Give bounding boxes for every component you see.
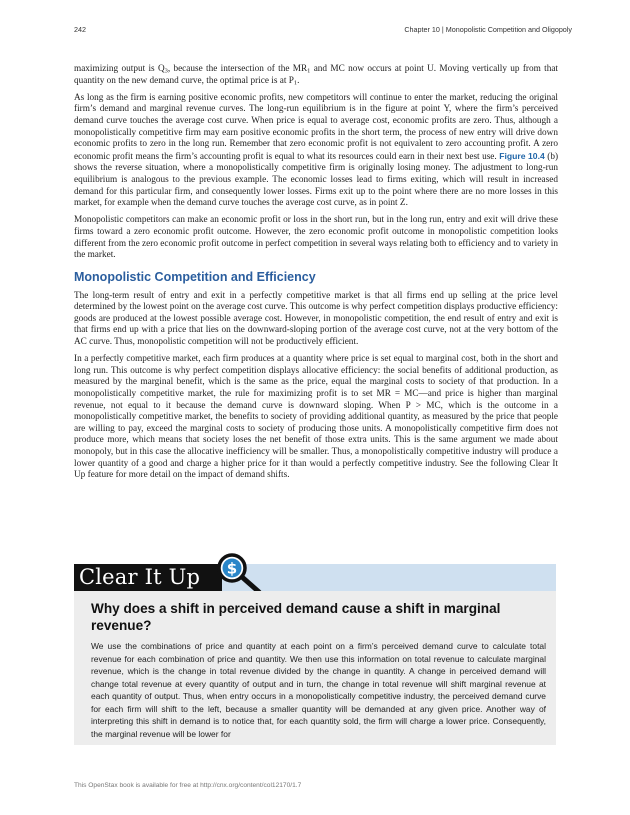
p2-text-before: As long as the firm is earning positive economic profits, new competitors will continue to enter the market, reducing the original firm’s demand and marginal revenue curves. The long-run equilibrium is in the figure at point Y, where the firm’s perceived demand curve touches the average cost curve. When price is equal to average cost, economic profits are zero. Thus, although a monopolistically competitive firm may earn positive economic profits in the short term, the process of new entry will drive down economic profits to zero in the long run. Remember that zero economic profit is not equivalent to zero accounting profit. A zero economic profit means the firm’s accounting profit is equal to what its resources could earn in their next best use.	[74, 92, 558, 162]
p2-text-after: (b) shows the reverse situation, where a monopolistically competitive firm is originally losing money. The adjustment to long-run equilibrium is analogous to the previous example. The economic losses lead to firms exiting, which will result in increased demand for this particular firm, and consequently lower losses. Firms exit up to the point where there are no more losses in this market, for example when the demand curve touches the average cost curve, as in point Z.	[74, 151, 559, 209]
clear-it-up-box	[74, 591, 556, 745]
p1-sub-b: 1	[307, 67, 311, 75]
p1-sub-a: 3	[164, 67, 168, 75]
paragraph-productive-efficiency: The long-term result of entry and exit in a perfectly competitive market is that all firms end up selling at the price level determined by the lowest point on the average cost curve. This outcome is why perfect competition displays productive efficiency: goods are produced at the lowest possible average cost. However, in monopolistic competition, the end result of entry and exit is that firms end up with a price that lies on the downward-sloping portion of the average cost curve, not at the very bottom of the AC curve. Thus, monopolistic competition will not be productively efficient.	[74, 290, 558, 348]
figure-10-4-link[interactable]: Figure 10.4	[499, 150, 545, 161]
clear-it-up-banner	[74, 559, 556, 591]
dollar-symbol: $	[226, 559, 238, 578]
p1-text-a: maximizing output is Q	[74, 64, 165, 74]
running-header	[74, 25, 572, 39]
chapter-title: Chapter 10 | Monopolistic Competition and Oligopoly	[404, 25, 572, 34]
paragraph-long-run	[74, 93, 558, 210]
clear-it-up-answer: We use the combinations of price and quantity at each point on a firm’s perceived demand curve to calculate total revenue for each combination of price and quantity. We then use this information on total revenue to calculate marginal revenue, which is the change in total revenue divided by the change in quantity. A change in perceived demand will change total revenue at every quantity of output and in turn, the change in total revenue will shift marginal revenue at each quantity of output. Thus, when entry occurs in a monopolistically competitive industry, the perceived demand curve for each firm will shift to the left, because a smaller quantity will be demanded at any given price. Another way of interpreting this shift in demand is to notice that, for each quantity sold, the firm will charge a lower price. Consequently, the marginal revenue will be lower for	[91, 641, 546, 739]
paragraph-allocative-efficiency: In a perfectly competitive market, each firm produces at a quantity where price is set equal to marginal cost, both in the short and long run. This outcome is why perfect competition displays allocative efficiency: the social benefits of additional production, as measured by the marginal benefit, which is the same as the price, equal the marginal costs to society of that production. In a monopolistically competitive market, the rule for maximizing profit is to set MR = MC—and price is higher than marginal revenue, not equal to it because the demand curve is downward sloping. When P > MC, which is the outcome in a monopolistically competitive market, the benefits to society of providing additional quantity, as measured by the price that people are willing to pay, exceed the marginal costs to society of producing those units. A monopolistically competitive firm does not produce more, which means that society loses the net benefit of those extra units. This is the same argument we made about monopoly, but in this case the allocative inefficiency will be smaller. Thus, a monopolistically competitive industry will produce a lower quantity of a good and charge a higher price for it than would a perfectly competitive industry. See the following Clear It Up feature for more detail on the impact of demand shifts.	[74, 354, 558, 481]
paragraph-intro	[74, 64, 558, 87]
clear-it-up-title: Clear It Up	[79, 565, 201, 589]
p1-sub-c: 1	[293, 79, 298, 87]
body-text	[74, 64, 558, 487]
p1-text-c: and MC now occurs at point U. Moving vertically up from that quantity on the new demand curve, the optimal price is at P	[74, 64, 558, 86]
section-heading: Monopolistic Competition and Efficiency	[74, 269, 316, 284]
page-number: 242	[74, 25, 86, 34]
p1-text-d: .	[297, 75, 300, 86]
p1-text-b: , because the intersection of the MR	[167, 64, 308, 74]
page-footer: This OpenStax book is available for free at http://cnx.org/content/col12170/1.7	[74, 782, 302, 789]
clear-it-up-title-block	[74, 564, 222, 591]
clear-it-up-question: Why does a shift in perceived demand cause a shift in marginal revenue?	[91, 601, 501, 633]
magnifier-dollar-icon	[216, 552, 262, 596]
paragraph-zero-profit: Monopolistic competitors can make an economic profit or loss in the short run, but in the long run, entry and exit will drive these firms toward a zero economic profit outcome. However, the zero economic profit outcome in monopolistic competition looks different from the zero economic profit outcome in perfect competition in several ways relating both to efficiency and to variety in the market.	[74, 215, 558, 261]
